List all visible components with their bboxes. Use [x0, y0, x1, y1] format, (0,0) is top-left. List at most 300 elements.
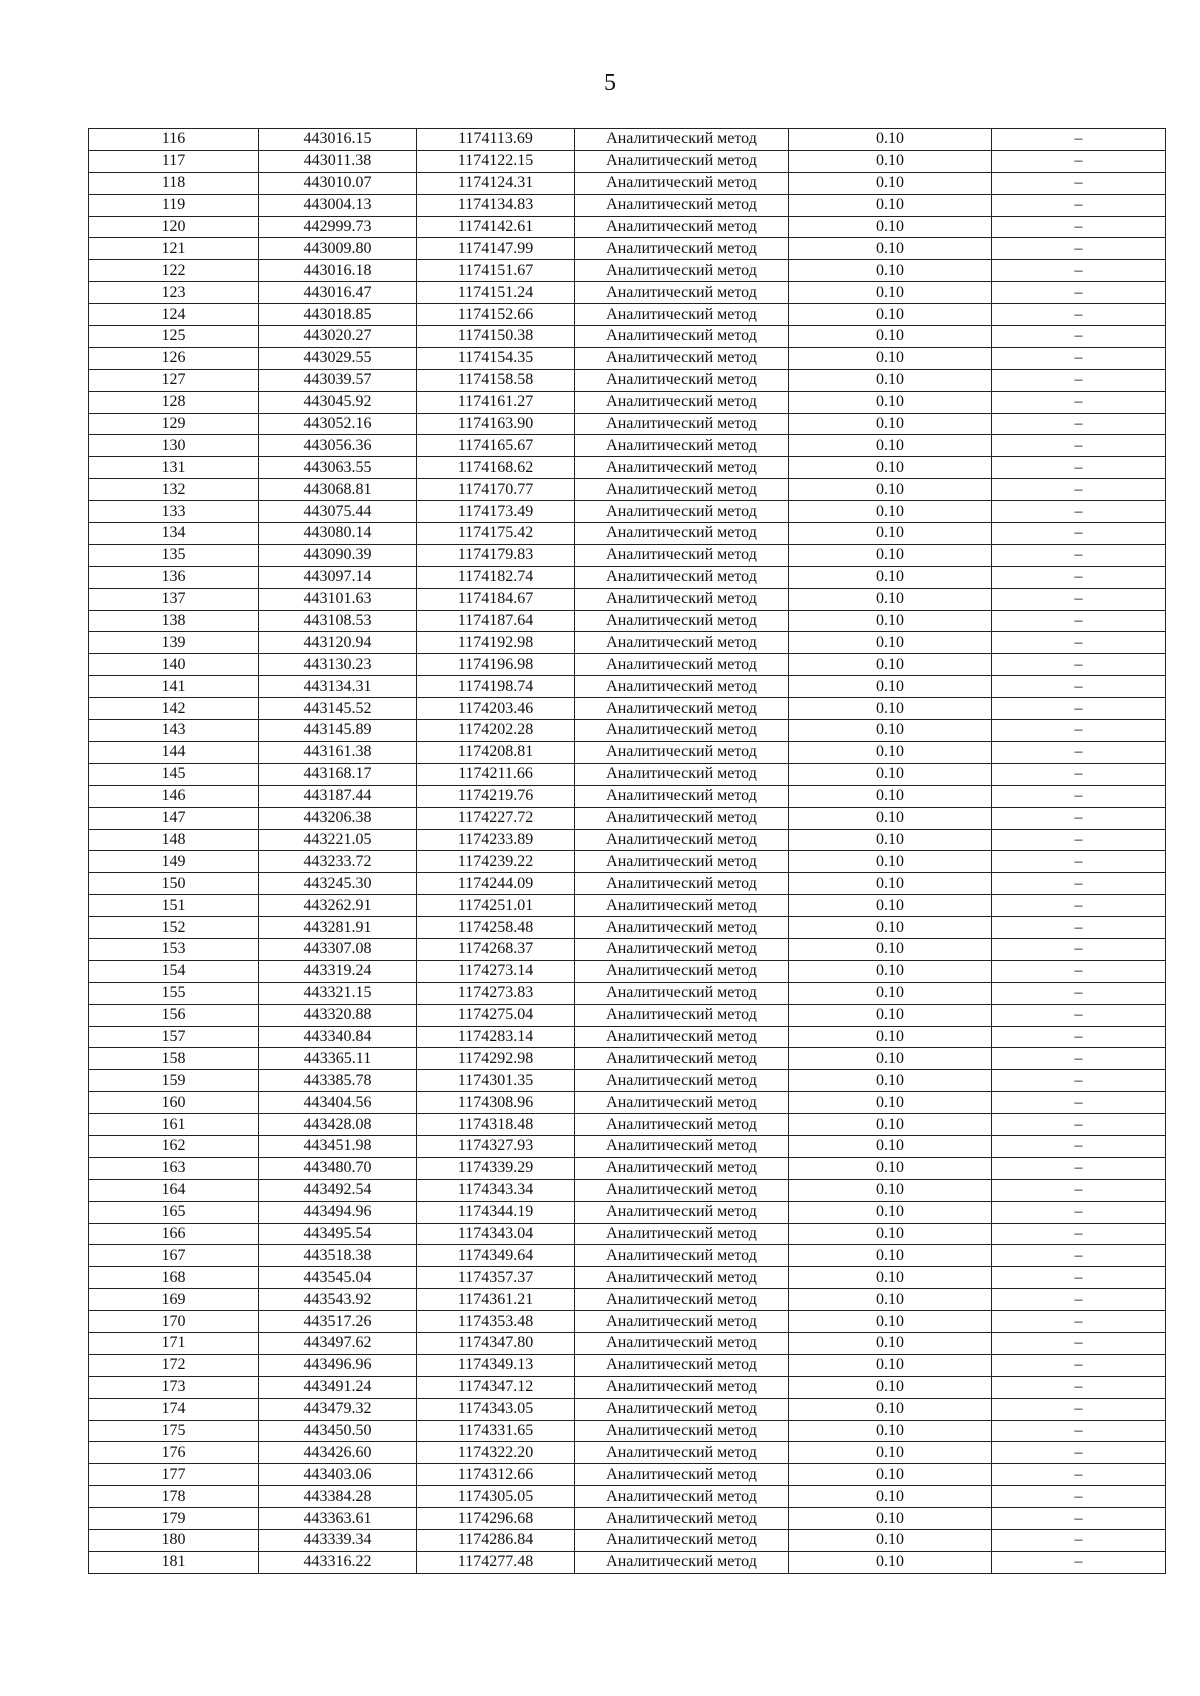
- x-coordinate-cell: 443365.11: [259, 1048, 417, 1070]
- description-cell: –: [992, 413, 1166, 435]
- accuracy-cell: 0.10: [789, 1332, 992, 1354]
- method-cell: Аналитический метод: [575, 1048, 789, 1070]
- table-row: [89, 1398, 1166, 1420]
- table-row: [89, 676, 1166, 698]
- y-coordinate-cell: 1174173.49: [417, 501, 575, 523]
- x-coordinate-cell: 443363.61: [259, 1508, 417, 1530]
- y-coordinate-cell: 1174187.64: [417, 610, 575, 632]
- method-cell: Аналитический метод: [575, 588, 789, 610]
- method-cell: Аналитический метод: [575, 326, 789, 348]
- y-coordinate-cell: 1174170.77: [417, 479, 575, 501]
- description-cell: –: [992, 304, 1166, 326]
- accuracy-cell: 0.10: [789, 960, 992, 982]
- point-number-cell: 147: [89, 807, 259, 829]
- table-row: [89, 1464, 1166, 1486]
- y-coordinate-cell: 1174273.83: [417, 982, 575, 1004]
- x-coordinate-cell: 443385.78: [259, 1070, 417, 1092]
- table-row: [89, 1354, 1166, 1376]
- method-cell: Аналитический метод: [575, 544, 789, 566]
- method-cell: Аналитический метод: [575, 676, 789, 698]
- table-row: [89, 435, 1166, 457]
- description-cell: –: [992, 501, 1166, 523]
- method-cell: Аналитический метод: [575, 1267, 789, 1289]
- y-coordinate-cell: 1174182.74: [417, 566, 575, 588]
- point-number-cell: 132: [89, 479, 259, 501]
- method-cell: Аналитический метод: [575, 785, 789, 807]
- accuracy-cell: 0.10: [789, 129, 992, 151]
- x-coordinate-cell: 443479.32: [259, 1398, 417, 1420]
- point-number-cell: 139: [89, 632, 259, 654]
- y-coordinate-cell: 1174296.68: [417, 1508, 575, 1530]
- point-number-cell: 158: [89, 1048, 259, 1070]
- method-cell: Аналитический метод: [575, 1201, 789, 1223]
- table-row: [89, 1332, 1166, 1354]
- accuracy-cell: 0.10: [789, 194, 992, 216]
- y-coordinate-cell: 1174134.83: [417, 194, 575, 216]
- y-coordinate-cell: 1174353.48: [417, 1311, 575, 1333]
- point-number-cell: 181: [89, 1551, 259, 1573]
- table-row: [89, 369, 1166, 391]
- description-cell: –: [992, 1004, 1166, 1026]
- accuracy-cell: 0.10: [789, 304, 992, 326]
- method-cell: Аналитический метод: [575, 216, 789, 238]
- table-row: [89, 851, 1166, 873]
- table-row: [89, 1092, 1166, 1114]
- y-coordinate-cell: 1174179.83: [417, 544, 575, 566]
- accuracy-cell: 0.10: [789, 566, 992, 588]
- description-cell: –: [992, 260, 1166, 282]
- method-cell: Аналитический метод: [575, 1530, 789, 1552]
- table-row: [89, 1508, 1166, 1530]
- point-number-cell: 180: [89, 1530, 259, 1552]
- point-number-cell: 165: [89, 1201, 259, 1223]
- y-coordinate-cell: 1174322.20: [417, 1442, 575, 1464]
- accuracy-cell: 0.10: [789, 347, 992, 369]
- accuracy-cell: 0.10: [789, 1114, 992, 1136]
- page-number: 5: [604, 70, 616, 96]
- x-coordinate-cell: 443009.80: [259, 238, 417, 260]
- description-cell: –: [992, 720, 1166, 742]
- table-row: [89, 1420, 1166, 1442]
- description-cell: –: [992, 347, 1166, 369]
- description-cell: –: [992, 1026, 1166, 1048]
- table-row: [89, 632, 1166, 654]
- y-coordinate-cell: 1174161.27: [417, 391, 575, 413]
- point-number-cell: 159: [89, 1070, 259, 1092]
- method-cell: Аналитический метод: [575, 1354, 789, 1376]
- description-cell: –: [992, 479, 1166, 501]
- description-cell: –: [992, 1420, 1166, 1442]
- point-number-cell: 154: [89, 960, 259, 982]
- accuracy-cell: 0.10: [789, 829, 992, 851]
- x-coordinate-cell: 443029.55: [259, 347, 417, 369]
- point-number-cell: 124: [89, 304, 259, 326]
- method-cell: Аналитический метод: [575, 1442, 789, 1464]
- description-cell: –: [992, 1092, 1166, 1114]
- x-coordinate-cell: 443063.55: [259, 457, 417, 479]
- table-row: [89, 741, 1166, 763]
- point-number-cell: 170: [89, 1311, 259, 1333]
- point-number-cell: 163: [89, 1157, 259, 1179]
- method-cell: Аналитический метод: [575, 632, 789, 654]
- table-row: [89, 1289, 1166, 1311]
- table-row: [89, 938, 1166, 960]
- method-cell: Аналитический метод: [575, 610, 789, 632]
- x-coordinate-cell: 443187.44: [259, 785, 417, 807]
- description-cell: –: [992, 610, 1166, 632]
- y-coordinate-cell: 1174331.65: [417, 1420, 575, 1442]
- accuracy-cell: 0.10: [789, 720, 992, 742]
- x-coordinate-cell: 443056.36: [259, 435, 417, 457]
- point-number-cell: 172: [89, 1354, 259, 1376]
- description-cell: –: [992, 1289, 1166, 1311]
- accuracy-cell: 0.10: [789, 172, 992, 194]
- x-coordinate-cell: 443262.91: [259, 895, 417, 917]
- description-cell: –: [992, 851, 1166, 873]
- description-cell: –: [992, 654, 1166, 676]
- method-cell: Аналитический метод: [575, 457, 789, 479]
- point-number-cell: 177: [89, 1464, 259, 1486]
- method-cell: Аналитический метод: [575, 1223, 789, 1245]
- method-cell: Аналитический метод: [575, 501, 789, 523]
- table-row: [89, 873, 1166, 895]
- y-coordinate-cell: 1174142.61: [417, 216, 575, 238]
- x-coordinate-cell: 443052.16: [259, 413, 417, 435]
- accuracy-cell: 0.10: [789, 260, 992, 282]
- y-coordinate-cell: 1174203.46: [417, 698, 575, 720]
- point-number-cell: 118: [89, 172, 259, 194]
- method-cell: Аналитический метод: [575, 1464, 789, 1486]
- method-cell: Аналитический метод: [575, 895, 789, 917]
- point-number-cell: 179: [89, 1508, 259, 1530]
- y-coordinate-cell: 1174244.09: [417, 873, 575, 895]
- method-cell: Аналитический метод: [575, 1398, 789, 1420]
- method-cell: Аналитический метод: [575, 1486, 789, 1508]
- point-number-cell: 152: [89, 917, 259, 939]
- table-row: [89, 720, 1166, 742]
- x-coordinate-cell: 443316.22: [259, 1551, 417, 1573]
- x-coordinate-cell: 443011.38: [259, 150, 417, 172]
- accuracy-cell: 0.10: [789, 1267, 992, 1289]
- accuracy-cell: 0.10: [789, 741, 992, 763]
- description-cell: –: [992, 1201, 1166, 1223]
- x-coordinate-cell: 443491.24: [259, 1376, 417, 1398]
- point-number-cell: 136: [89, 566, 259, 588]
- y-coordinate-cell: 1174196.98: [417, 654, 575, 676]
- table-row: [89, 807, 1166, 829]
- description-cell: –: [992, 785, 1166, 807]
- accuracy-cell: 0.10: [789, 1135, 992, 1157]
- y-coordinate-cell: 1174158.58: [417, 369, 575, 391]
- y-coordinate-cell: 1174347.12: [417, 1376, 575, 1398]
- accuracy-cell: 0.10: [789, 1508, 992, 1530]
- y-coordinate-cell: 1174154.35: [417, 347, 575, 369]
- x-coordinate-cell: 443075.44: [259, 501, 417, 523]
- method-cell: Аналитический метод: [575, 369, 789, 391]
- table-row: [89, 523, 1166, 545]
- table-row: [89, 1267, 1166, 1289]
- x-coordinate-cell: 443384.28: [259, 1486, 417, 1508]
- x-coordinate-cell: 443480.70: [259, 1157, 417, 1179]
- x-coordinate-cell: 443545.04: [259, 1267, 417, 1289]
- description-cell: –: [992, 676, 1166, 698]
- x-coordinate-cell: 443404.56: [259, 1092, 417, 1114]
- x-coordinate-cell: 443518.38: [259, 1245, 417, 1267]
- method-cell: Аналитический метод: [575, 1245, 789, 1267]
- method-cell: Аналитический метод: [575, 523, 789, 545]
- method-cell: Аналитический метод: [575, 982, 789, 1004]
- x-coordinate-cell: 443108.53: [259, 610, 417, 632]
- description-cell: –: [992, 938, 1166, 960]
- method-cell: Аналитический метод: [575, 1004, 789, 1026]
- y-coordinate-cell: 1174312.66: [417, 1464, 575, 1486]
- table-row: [89, 785, 1166, 807]
- description-cell: –: [992, 1135, 1166, 1157]
- method-cell: Аналитический метод: [575, 238, 789, 260]
- accuracy-cell: 0.10: [789, 676, 992, 698]
- y-coordinate-cell: 1174251.01: [417, 895, 575, 917]
- y-coordinate-cell: 1174165.67: [417, 435, 575, 457]
- y-coordinate-cell: 1174347.80: [417, 1332, 575, 1354]
- point-number-cell: 143: [89, 720, 259, 742]
- y-coordinate-cell: 1174122.15: [417, 150, 575, 172]
- accuracy-cell: 0.10: [789, 654, 992, 676]
- point-number-cell: 169: [89, 1289, 259, 1311]
- accuracy-cell: 0.10: [789, 1289, 992, 1311]
- table-row: [89, 326, 1166, 348]
- accuracy-cell: 0.10: [789, 523, 992, 545]
- x-coordinate-cell: 443496.96: [259, 1354, 417, 1376]
- method-cell: Аналитический метод: [575, 129, 789, 151]
- x-coordinate-cell: 443101.63: [259, 588, 417, 610]
- method-cell: Аналитический метод: [575, 391, 789, 413]
- point-number-cell: 120: [89, 216, 259, 238]
- y-coordinate-cell: 1174305.05: [417, 1486, 575, 1508]
- point-number-cell: 130: [89, 435, 259, 457]
- y-coordinate-cell: 1174286.84: [417, 1530, 575, 1552]
- description-cell: –: [992, 1070, 1166, 1092]
- table-row: [89, 1070, 1166, 1092]
- x-coordinate-cell: 443161.38: [259, 741, 417, 763]
- point-number-cell: 131: [89, 457, 259, 479]
- accuracy-cell: 0.10: [789, 632, 992, 654]
- point-number-cell: 151: [89, 895, 259, 917]
- description-cell: –: [992, 1179, 1166, 1201]
- table-row: [89, 1311, 1166, 1333]
- point-number-cell: 127: [89, 369, 259, 391]
- accuracy-cell: 0.10: [789, 457, 992, 479]
- method-cell: Аналитический метод: [575, 435, 789, 457]
- x-coordinate-cell: 443010.07: [259, 172, 417, 194]
- x-coordinate-cell: 443016.47: [259, 282, 417, 304]
- x-coordinate-cell: 443450.50: [259, 1420, 417, 1442]
- y-coordinate-cell: 1174151.24: [417, 282, 575, 304]
- description-cell: –: [992, 194, 1166, 216]
- table-row: [89, 917, 1166, 939]
- table-row: [89, 1376, 1166, 1398]
- point-number-cell: 128: [89, 391, 259, 413]
- x-coordinate-cell: 443495.54: [259, 1223, 417, 1245]
- point-number-cell: 164: [89, 1179, 259, 1201]
- point-number-cell: 140: [89, 654, 259, 676]
- point-number-cell: 178: [89, 1486, 259, 1508]
- description-cell: –: [992, 566, 1166, 588]
- table-row: [89, 260, 1166, 282]
- method-cell: Аналитический метод: [575, 654, 789, 676]
- description-cell: –: [992, 1398, 1166, 1420]
- x-coordinate-cell: 443321.15: [259, 982, 417, 1004]
- x-coordinate-cell: 443145.89: [259, 720, 417, 742]
- table-row: [89, 194, 1166, 216]
- accuracy-cell: 0.10: [789, 1223, 992, 1245]
- description-cell: –: [992, 873, 1166, 895]
- x-coordinate-cell: 443130.23: [259, 654, 417, 676]
- accuracy-cell: 0.10: [789, 763, 992, 785]
- point-number-cell: 138: [89, 610, 259, 632]
- method-cell: Аналитический метод: [575, 260, 789, 282]
- description-cell: –: [992, 238, 1166, 260]
- point-number-cell: 150: [89, 873, 259, 895]
- y-coordinate-cell: 1174211.66: [417, 763, 575, 785]
- description-cell: –: [992, 807, 1166, 829]
- method-cell: Аналитический метод: [575, 1376, 789, 1398]
- description-cell: –: [992, 1442, 1166, 1464]
- point-number-cell: 133: [89, 501, 259, 523]
- description-cell: –: [992, 1157, 1166, 1179]
- point-number-cell: 156: [89, 1004, 259, 1026]
- table-row: [89, 457, 1166, 479]
- description-cell: –: [992, 282, 1166, 304]
- description-cell: –: [992, 1245, 1166, 1267]
- table-row: [89, 413, 1166, 435]
- method-cell: Аналитический метод: [575, 1135, 789, 1157]
- point-number-cell: 122: [89, 260, 259, 282]
- accuracy-cell: 0.10: [789, 391, 992, 413]
- table-row: [89, 282, 1166, 304]
- x-coordinate-cell: 443080.14: [259, 523, 417, 545]
- y-coordinate-cell: 1174239.22: [417, 851, 575, 873]
- table-row: [89, 172, 1166, 194]
- accuracy-cell: 0.10: [789, 1026, 992, 1048]
- description-cell: –: [992, 172, 1166, 194]
- x-coordinate-cell: 443090.39: [259, 544, 417, 566]
- table-row: [89, 238, 1166, 260]
- point-number-cell: 141: [89, 676, 259, 698]
- point-number-cell: 149: [89, 851, 259, 873]
- point-number-cell: 171: [89, 1332, 259, 1354]
- description-cell: –: [992, 1267, 1166, 1289]
- table-row: [89, 610, 1166, 632]
- method-cell: Аналитический метод: [575, 1114, 789, 1136]
- table-row: [89, 391, 1166, 413]
- description-cell: –: [992, 129, 1166, 151]
- x-coordinate-cell: 443428.08: [259, 1114, 417, 1136]
- point-number-cell: 166: [89, 1223, 259, 1245]
- table-row: [89, 1201, 1166, 1223]
- y-coordinate-cell: 1174344.19: [417, 1201, 575, 1223]
- y-coordinate-cell: 1174318.48: [417, 1114, 575, 1136]
- table-row: [89, 304, 1166, 326]
- point-number-cell: 168: [89, 1267, 259, 1289]
- description-cell: –: [992, 1464, 1166, 1486]
- y-coordinate-cell: 1174184.67: [417, 588, 575, 610]
- y-coordinate-cell: 1174343.05: [417, 1398, 575, 1420]
- method-cell: Аналитический метод: [575, 282, 789, 304]
- method-cell: Аналитический метод: [575, 1551, 789, 1573]
- y-coordinate-cell: 1174339.29: [417, 1157, 575, 1179]
- point-number-cell: 142: [89, 698, 259, 720]
- method-cell: Аналитический метод: [575, 741, 789, 763]
- description-cell: –: [992, 1332, 1166, 1354]
- method-cell: Аналитический метод: [575, 763, 789, 785]
- y-coordinate-cell: 1174219.76: [417, 785, 575, 807]
- table-row: [89, 829, 1166, 851]
- accuracy-cell: 0.10: [789, 282, 992, 304]
- accuracy-cell: 0.10: [789, 807, 992, 829]
- accuracy-cell: 0.10: [789, 1530, 992, 1552]
- table-row: [89, 654, 1166, 676]
- method-cell: Аналитический метод: [575, 917, 789, 939]
- y-coordinate-cell: 1174273.14: [417, 960, 575, 982]
- point-number-cell: 167: [89, 1245, 259, 1267]
- point-number-cell: 119: [89, 194, 259, 216]
- x-coordinate-cell: 443134.31: [259, 676, 417, 698]
- table-row: [89, 960, 1166, 982]
- accuracy-cell: 0.10: [789, 216, 992, 238]
- method-cell: Аналитический метод: [575, 960, 789, 982]
- accuracy-cell: 0.10: [789, 785, 992, 807]
- y-coordinate-cell: 1174343.34: [417, 1179, 575, 1201]
- table-row: [89, 588, 1166, 610]
- description-cell: –: [992, 741, 1166, 763]
- table-row: [89, 1048, 1166, 1070]
- coordinates-table-body: [89, 129, 1166, 1574]
- accuracy-cell: 0.10: [789, 1376, 992, 1398]
- y-coordinate-cell: 1174150.38: [417, 326, 575, 348]
- method-cell: Аналитический метод: [575, 829, 789, 851]
- x-coordinate-cell: 443245.30: [259, 873, 417, 895]
- description-cell: –: [992, 763, 1166, 785]
- accuracy-cell: 0.10: [789, 1157, 992, 1179]
- x-coordinate-cell: 443016.18: [259, 260, 417, 282]
- x-coordinate-cell: 443016.15: [259, 129, 417, 151]
- y-coordinate-cell: 1174175.42: [417, 523, 575, 545]
- point-number-cell: 125: [89, 326, 259, 348]
- y-coordinate-cell: 1174357.37: [417, 1267, 575, 1289]
- accuracy-cell: 0.10: [789, 1070, 992, 1092]
- description-cell: –: [992, 960, 1166, 982]
- y-coordinate-cell: 1174301.35: [417, 1070, 575, 1092]
- accuracy-cell: 0.10: [789, 851, 992, 873]
- point-number-cell: 162: [89, 1135, 259, 1157]
- method-cell: Аналитический метод: [575, 1026, 789, 1048]
- table-row: [89, 479, 1166, 501]
- accuracy-cell: 0.10: [789, 1092, 992, 1114]
- table-row: [89, 1486, 1166, 1508]
- x-coordinate-cell: 443307.08: [259, 938, 417, 960]
- y-coordinate-cell: 1174168.62: [417, 457, 575, 479]
- description-cell: –: [992, 588, 1166, 610]
- table-row: [89, 1114, 1166, 1136]
- y-coordinate-cell: 1174343.04: [417, 1223, 575, 1245]
- table-row: [89, 1245, 1166, 1267]
- table-row: [89, 150, 1166, 172]
- y-coordinate-cell: 1174113.69: [417, 129, 575, 151]
- x-coordinate-cell: 443340.84: [259, 1026, 417, 1048]
- method-cell: Аналитический метод: [575, 1420, 789, 1442]
- point-number-cell: 173: [89, 1376, 259, 1398]
- accuracy-cell: 0.10: [789, 1420, 992, 1442]
